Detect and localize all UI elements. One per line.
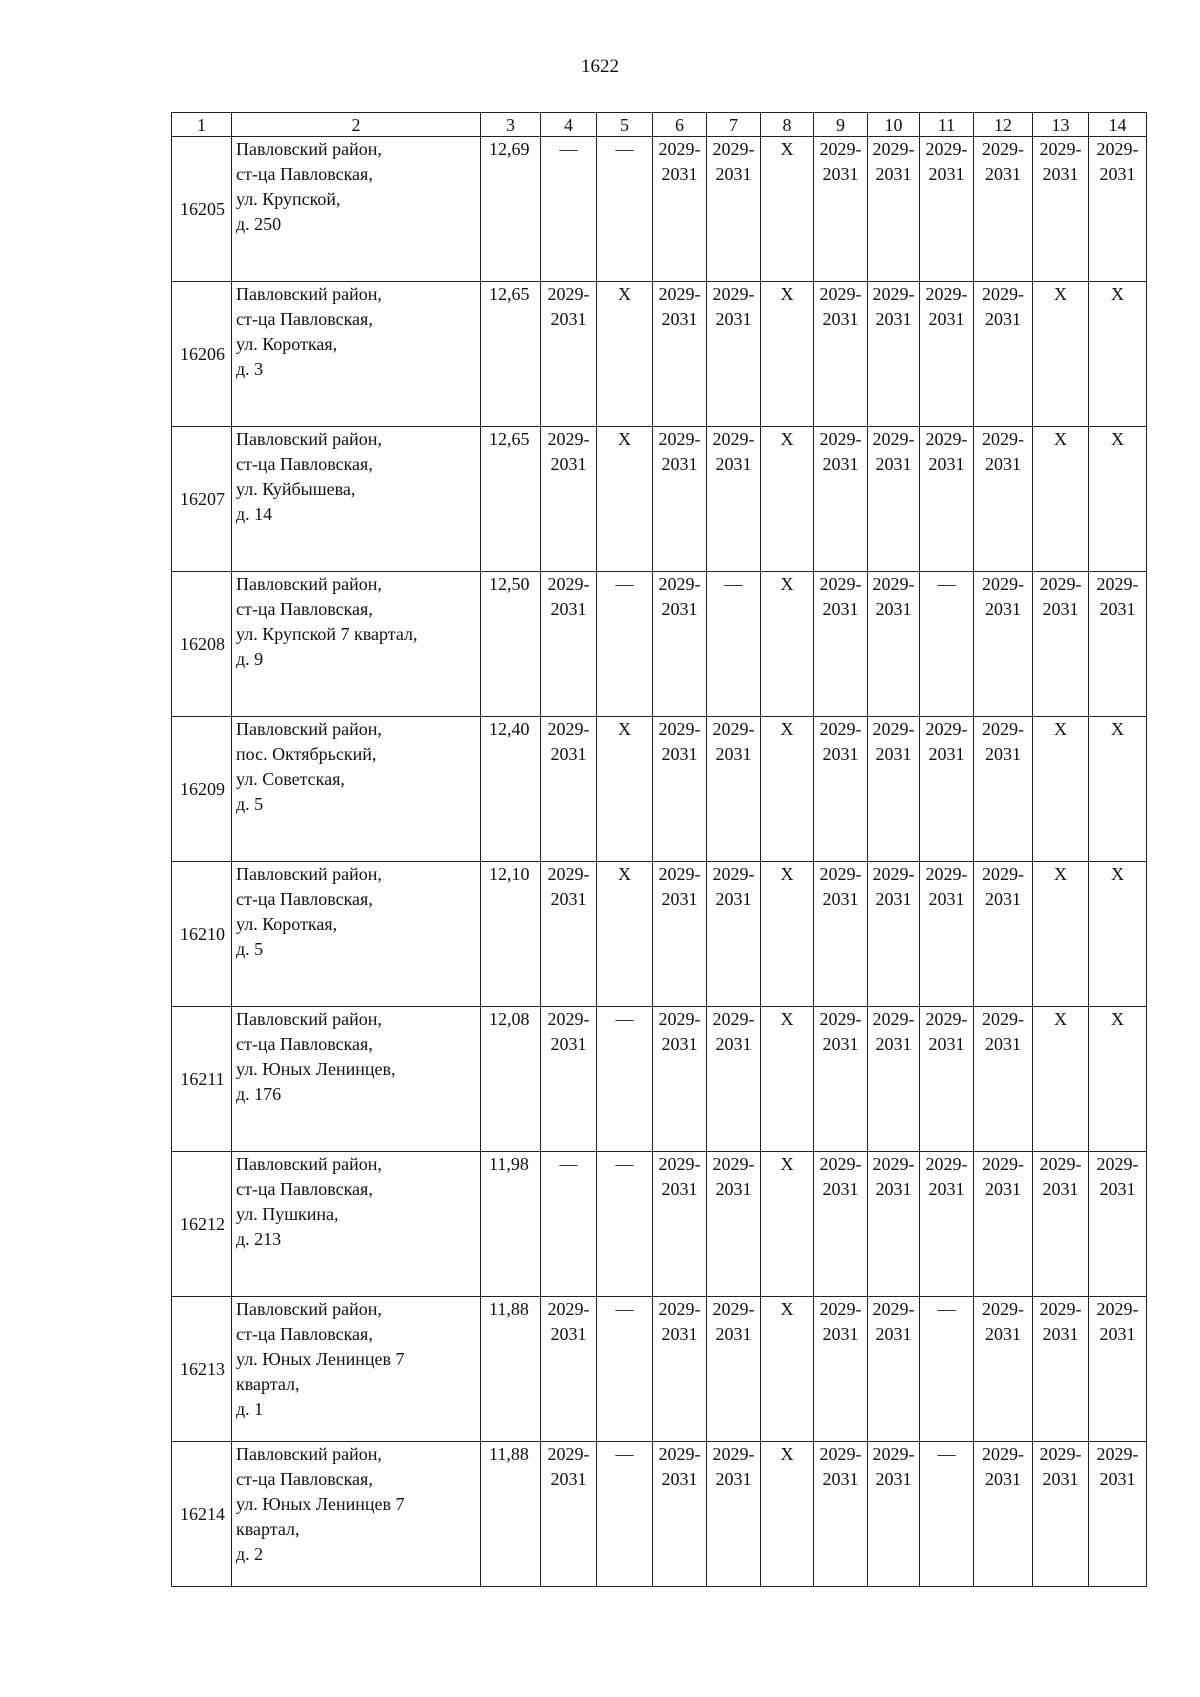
column-header: 11 <box>920 113 974 137</box>
period-cell: 2029- 2031 <box>653 137 707 282</box>
address-line: д. 9 <box>236 649 264 669</box>
period-cell: 2029- 2031 <box>1033 1152 1089 1297</box>
period-cell: 2029- 2031 <box>653 427 707 572</box>
period-cell: 2029- 2031 <box>920 1152 974 1297</box>
column-header: 3 <box>481 113 541 137</box>
address-line: квартал, <box>236 1519 300 1539</box>
period-cell: 2029- 2031 <box>974 282 1033 427</box>
table-row <box>172 1297 1147 1442</box>
value-cell: 11,98 <box>481 1152 541 1297</box>
address-line: д. 2 <box>236 1544 264 1564</box>
period-cell: 2029- 2031 <box>814 1152 868 1297</box>
period-cell: — <box>597 572 653 717</box>
address-cell <box>232 862 481 1007</box>
period-cell: X <box>761 1007 814 1152</box>
table-row <box>172 572 1147 717</box>
address-line: д. 3 <box>236 359 264 379</box>
period-cell: X <box>597 717 653 862</box>
address-cell <box>232 427 481 572</box>
period-cell: 2029- 2031 <box>1089 137 1147 282</box>
table-row <box>172 1442 1147 1587</box>
period-cell: 2029- 2031 <box>814 862 868 1007</box>
period-cell: 2029- 2031 <box>707 282 761 427</box>
period-cell: X <box>761 1297 814 1442</box>
period-cell: 2029- 2031 <box>541 1442 597 1587</box>
period-cell: 2029- 2031 <box>974 1007 1033 1152</box>
address-cell <box>232 1297 481 1442</box>
table-body <box>172 137 1147 1587</box>
period-cell: 2029- 2031 <box>814 1297 868 1442</box>
column-header: 9 <box>814 113 868 137</box>
column-header: 1 <box>172 113 232 137</box>
period-cell: 2029- 2031 <box>868 137 920 282</box>
address-line: д. 176 <box>236 1084 282 1104</box>
period-cell: 2029- 2031 <box>920 137 974 282</box>
address-line: ст-ца Павловская, <box>236 599 373 619</box>
period-cell: X <box>1089 717 1147 862</box>
address-line: ст-ца Павловская, <box>236 454 373 474</box>
address-line: д. 250 <box>236 214 282 234</box>
address-line: ул. Пушкина, <box>236 1204 339 1224</box>
address-line: квартал, <box>236 1374 300 1394</box>
column-header: 10 <box>868 113 920 137</box>
period-cell: 2029- 2031 <box>653 1442 707 1587</box>
period-cell: 2029- 2031 <box>920 1007 974 1152</box>
period-cell: 2029- 2031 <box>1089 1442 1147 1587</box>
value-cell: 12,69 <box>481 137 541 282</box>
period-cell: 2029- 2031 <box>814 717 868 862</box>
period-cell: X <box>761 427 814 572</box>
period-cell: 2029- 2031 <box>541 717 597 862</box>
period-cell: 2029- 2031 <box>974 427 1033 572</box>
period-cell: 2029- 2031 <box>868 427 920 572</box>
table-row <box>172 282 1147 427</box>
row-id: 16210 <box>172 862 232 1007</box>
period-cell: X <box>1033 427 1089 572</box>
period-cell: X <box>1033 862 1089 1007</box>
period-cell: 2029- 2031 <box>653 1007 707 1152</box>
address-line: ул. Крупской, <box>236 189 341 209</box>
period-cell: — <box>541 137 597 282</box>
period-cell: 2029- 2031 <box>974 717 1033 862</box>
address-line: ул. Юных Ленинцев 7 <box>236 1494 405 1514</box>
address-cell <box>232 1007 481 1152</box>
period-cell: 2029- 2031 <box>868 1442 920 1587</box>
address-line: ул. Юных Ленинцев, <box>236 1059 396 1079</box>
address-line: Павловский район, <box>236 284 382 304</box>
period-cell: 2029- 2031 <box>707 1007 761 1152</box>
address-line: Павловский район, <box>236 429 382 449</box>
period-cell: 2029- 2031 <box>868 1007 920 1152</box>
value-cell: 12,10 <box>481 862 541 1007</box>
period-cell: 2029- 2031 <box>868 282 920 427</box>
period-cell: X <box>1089 427 1147 572</box>
period-cell: 2029- 2031 <box>707 862 761 1007</box>
period-cell: 2029- 2031 <box>814 572 868 717</box>
address-line: д. 5 <box>236 939 264 959</box>
period-cell: 2029- 2031 <box>868 572 920 717</box>
column-header: 12 <box>974 113 1033 137</box>
period-cell: — <box>920 1297 974 1442</box>
address-line: ст-ца Павловская, <box>236 1324 373 1344</box>
row-id: 16207 <box>172 427 232 572</box>
value-cell: 11,88 <box>481 1297 541 1442</box>
period-cell: — <box>541 1152 597 1297</box>
address-line: Павловский район, <box>236 1444 382 1464</box>
period-cell: 2029- 2031 <box>868 1152 920 1297</box>
value-cell: 12,08 <box>481 1007 541 1152</box>
period-cell: 2029- 2031 <box>541 1297 597 1442</box>
address-cell <box>232 137 481 282</box>
period-cell: 2029- 2031 <box>920 427 974 572</box>
row-id: 16214 <box>172 1442 232 1587</box>
period-cell: — <box>597 1152 653 1297</box>
period-cell: X <box>1033 1007 1089 1152</box>
row-id: 16206 <box>172 282 232 427</box>
address-line: д. 213 <box>236 1229 282 1249</box>
period-cell: 2029- 2031 <box>974 1152 1033 1297</box>
value-cell: 12,40 <box>481 717 541 862</box>
period-cell: — <box>707 572 761 717</box>
column-header: 4 <box>541 113 597 137</box>
period-cell: 2029- 2031 <box>1089 572 1147 717</box>
period-cell: 2029- 2031 <box>707 717 761 862</box>
period-cell: 2029- 2031 <box>1089 1297 1147 1442</box>
value-cell: 12,50 <box>481 572 541 717</box>
address-line: д. 1 <box>236 1399 264 1419</box>
period-cell: 2029- 2031 <box>707 1152 761 1297</box>
period-cell: X <box>761 137 814 282</box>
row-id: 16205 <box>172 137 232 282</box>
page-number: 1622 <box>581 56 619 77</box>
address-line: пос. Октябрьский, <box>236 744 377 764</box>
period-cell: 2029- 2031 <box>653 282 707 427</box>
period-cell: X <box>1089 282 1147 427</box>
column-header: 2 <box>232 113 481 137</box>
address-line: ст-ца Павловская, <box>236 1034 373 1054</box>
period-cell: 2029- 2031 <box>707 1442 761 1587</box>
column-header: 8 <box>761 113 814 137</box>
period-cell: 2029- 2031 <box>653 572 707 717</box>
address-cell <box>232 282 481 427</box>
period-cell: 2029- 2031 <box>541 282 597 427</box>
period-cell: 2029- 2031 <box>541 862 597 1007</box>
period-cell: X <box>1033 282 1089 427</box>
address-line: ст-ца Павловская, <box>236 1469 373 1489</box>
address-line: ул. Юных Ленинцев 7 <box>236 1349 405 1369</box>
period-cell: 2029- 2031 <box>814 1442 868 1587</box>
header-row <box>172 113 1147 137</box>
address-line: ул. Советская, <box>236 769 345 789</box>
table-row <box>172 862 1147 1007</box>
address-cell <box>232 1442 481 1587</box>
period-cell: X <box>761 1442 814 1587</box>
period-cell: X <box>1089 1007 1147 1152</box>
period-cell: 2029- 2031 <box>1033 137 1089 282</box>
period-cell: 2029- 2031 <box>974 1442 1033 1587</box>
period-cell: 2029- 2031 <box>814 1007 868 1152</box>
period-cell: 2029- 2031 <box>653 717 707 862</box>
period-cell: — <box>597 1297 653 1442</box>
address-line: Павловский район, <box>236 139 382 159</box>
address-line: ст-ца Павловская, <box>236 1179 373 1199</box>
period-cell: 2029- 2031 <box>653 862 707 1007</box>
period-cell: 2029- 2031 <box>707 137 761 282</box>
row-id: 16209 <box>172 717 232 862</box>
address-line: Павловский район, <box>236 1009 382 1029</box>
value-cell: 11,88 <box>481 1442 541 1587</box>
address-line: д. 14 <box>236 504 273 524</box>
period-cell: 2029- 2031 <box>707 427 761 572</box>
period-cell: 2029- 2031 <box>974 137 1033 282</box>
period-cell: 2029- 2031 <box>1033 572 1089 717</box>
address-line: Павловский район, <box>236 574 382 594</box>
address-line: ст-ца Павловская, <box>236 164 373 184</box>
column-header: 13 <box>1033 113 1089 137</box>
period-cell: 2029- 2031 <box>653 1297 707 1442</box>
column-header: 7 <box>707 113 761 137</box>
address-line: Павловский район, <box>236 1299 382 1319</box>
address-cell <box>232 717 481 862</box>
address-line: ул. Куйбышева, <box>236 479 356 499</box>
period-cell: 2029- 2031 <box>653 1152 707 1297</box>
row-id: 16211 <box>172 1007 232 1152</box>
value-cell: 12,65 <box>481 427 541 572</box>
period-cell: — <box>920 572 974 717</box>
period-cell: 2029- 2031 <box>974 572 1033 717</box>
table-row <box>172 137 1147 282</box>
period-cell: — <box>597 1442 653 1587</box>
value-cell: 12,65 <box>481 282 541 427</box>
period-cell: 2029- 2031 <box>814 282 868 427</box>
table-row <box>172 717 1147 862</box>
period-cell: X <box>761 1152 814 1297</box>
column-header: 6 <box>653 113 707 137</box>
period-cell: X <box>761 717 814 862</box>
table-row <box>172 427 1147 572</box>
period-cell: 2029- 2031 <box>974 1297 1033 1442</box>
period-cell: X <box>761 282 814 427</box>
period-cell: 2029- 2031 <box>814 427 868 572</box>
period-cell: X <box>761 572 814 717</box>
address-line: Павловский район, <box>236 719 382 739</box>
period-cell: — <box>597 1007 653 1152</box>
address-line: ст-ца Павловская, <box>236 309 373 329</box>
table-row <box>172 1007 1147 1152</box>
table-row <box>172 1152 1147 1297</box>
address-line: Павловский район, <box>236 1154 382 1174</box>
period-cell: X <box>761 862 814 1007</box>
period-cell: 2029- 2031 <box>541 427 597 572</box>
row-id: 16213 <box>172 1297 232 1442</box>
column-header: 5 <box>597 113 653 137</box>
period-cell: 2029- 2031 <box>868 717 920 862</box>
period-cell: 2029- 2031 <box>707 1297 761 1442</box>
address-cell <box>232 1152 481 1297</box>
period-cell: 2029- 2031 <box>1089 1152 1147 1297</box>
period-cell: 2029- 2031 <box>920 282 974 427</box>
period-cell: X <box>1033 717 1089 862</box>
column-header: 14 <box>1089 113 1147 137</box>
address-line: Павловский район, <box>236 864 382 884</box>
row-id: 16212 <box>172 1152 232 1297</box>
period-cell: X <box>597 282 653 427</box>
address-line: ул. Короткая, <box>236 334 338 354</box>
address-line: д. 5 <box>236 794 264 814</box>
period-cell: 2029- 2031 <box>1033 1442 1089 1587</box>
period-cell: 2029- 2031 <box>920 717 974 862</box>
period-cell: X <box>597 862 653 1007</box>
period-cell: 2029- 2031 <box>868 862 920 1007</box>
period-cell: 2029- 2031 <box>1033 1297 1089 1442</box>
period-cell: X <box>597 427 653 572</box>
address-line: ст-ца Павловская, <box>236 889 373 909</box>
period-cell: 2029- 2031 <box>920 862 974 1007</box>
period-cell: — <box>597 137 653 282</box>
period-cell: 2029- 2031 <box>974 862 1033 1007</box>
period-cell: 2029- 2031 <box>868 1297 920 1442</box>
period-cell: 2029- 2031 <box>541 1007 597 1152</box>
period-cell: 2029- 2031 <box>814 137 868 282</box>
row-id: 16208 <box>172 572 232 717</box>
register-table <box>171 112 1147 1587</box>
period-cell: 2029- 2031 <box>541 572 597 717</box>
period-cell: — <box>920 1442 974 1587</box>
address-cell <box>232 572 481 717</box>
address-line: ул. Крупской 7 квартал, <box>236 624 418 644</box>
period-cell: X <box>1089 862 1147 1007</box>
address-line: ул. Короткая, <box>236 914 338 934</box>
